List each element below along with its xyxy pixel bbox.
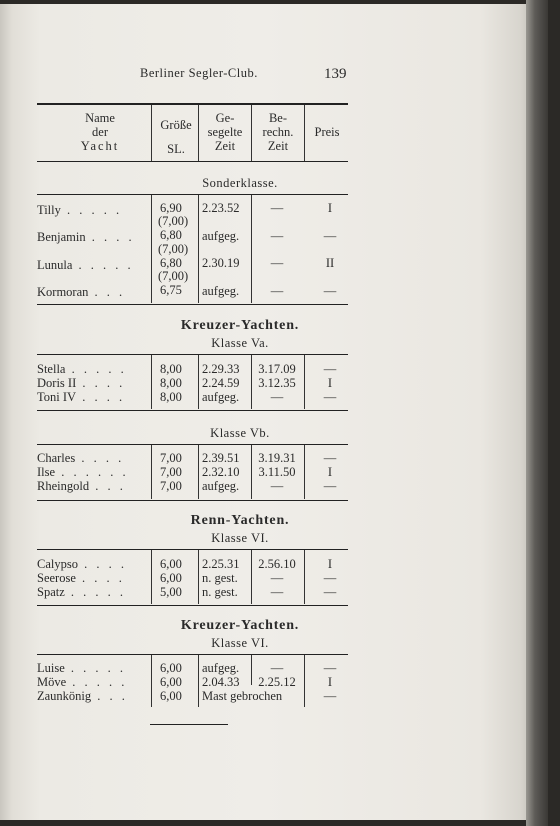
prize: — [323, 585, 337, 599]
prize: I [327, 376, 333, 390]
prize: I [327, 465, 333, 479]
divider [251, 355, 252, 409]
sailed-time: 2.32.10 [202, 465, 240, 479]
page-number: 139 [324, 66, 347, 82]
prize: — [323, 479, 337, 493]
sailed-time: Mast gebrochen [202, 689, 283, 703]
yacht-name: Doris II . . . . [37, 376, 126, 390]
col-header-name: Name der Yacht [80, 111, 120, 153]
yacht-size: 6,00 [160, 557, 182, 571]
divider [151, 550, 152, 604]
end-rule [150, 724, 228, 725]
divider [198, 655, 199, 707]
prize: — [323, 451, 337, 465]
header-rule [37, 161, 348, 162]
section-rule [37, 605, 348, 606]
calc-time: 2.25.12 [258, 675, 296, 689]
yacht-size: 6,90 [160, 201, 182, 215]
prize: — [323, 362, 337, 376]
divider [198, 445, 199, 499]
yacht-name: Kormoran . . . [37, 285, 126, 299]
class-label: Sonderklasse. [202, 176, 278, 190]
divider [251, 550, 252, 604]
divider [251, 195, 252, 303]
yacht-size: 6,00 [160, 571, 182, 585]
top-rule [37, 103, 348, 105]
yacht-name: Seerose . . . . [37, 571, 125, 585]
sailed-time: 2.29.33 [202, 362, 240, 376]
sailed-time: aufgeg. [202, 229, 240, 243]
yacht-size: 7,00 [160, 479, 182, 493]
col-header-size: Größe SL. [160, 118, 192, 156]
col-header-prize: Preis [314, 125, 340, 139]
yacht-size: 8,00 [160, 362, 182, 376]
sailed-time: aufgeg. [202, 479, 240, 493]
running-header: Berliner Segler-Club. [140, 66, 258, 80]
yacht-size: 6,75 [160, 283, 182, 297]
prize: I [327, 675, 333, 689]
col-header-calc: Be- rechn. Zeit [262, 111, 294, 153]
prize: II [325, 256, 335, 270]
sailed-time: 2.25.31 [202, 557, 240, 571]
divider [251, 445, 252, 499]
divider [304, 355, 305, 409]
section-rule [37, 500, 348, 501]
divider [304, 655, 305, 707]
sailed-time: 2.39.51 [202, 451, 240, 465]
calc-time: 3.12.35 [258, 376, 296, 390]
section-rule [37, 549, 348, 550]
class-label: Klasse Vb. [210, 426, 270, 440]
yacht-name: Rheingold . . . [37, 479, 126, 493]
section-rule [37, 304, 348, 305]
yacht-name: Luise . . . . . [37, 661, 127, 675]
sailed-time: 2.24.59 [202, 376, 240, 390]
sailed-time: aufgeg. [202, 390, 240, 404]
prize: I [327, 557, 333, 571]
book-spine [526, 0, 548, 826]
section-heading: Kreuzer-Yachten. [180, 318, 300, 333]
sailed-time: aufgeg. [202, 661, 240, 675]
calc-time: — [270, 390, 284, 404]
section-rule [37, 194, 348, 195]
divider [304, 445, 305, 499]
yacht-name: Toni IV . . . . [37, 390, 126, 404]
class-label: Klasse VI. [211, 531, 269, 545]
divider [251, 655, 252, 685]
calc-time: — [270, 229, 284, 243]
yacht-size-alt: (7,00) [158, 242, 189, 256]
yacht-size: 6,80 [160, 228, 182, 242]
calc-time: — [270, 479, 284, 493]
prize: — [323, 284, 337, 298]
yacht-size: 6,00 [160, 675, 182, 689]
class-label: Klasse VI. [211, 636, 269, 650]
prize: — [323, 390, 337, 404]
divider [151, 195, 152, 303]
yacht-size: 6,00 [160, 661, 182, 675]
yacht-name: Ilse . . . . . . [37, 465, 129, 479]
divider [151, 655, 152, 707]
yacht-name: Spatz . . . . . [37, 585, 127, 599]
divider [198, 355, 199, 409]
yacht-name: Lunula . . . . . [37, 258, 134, 272]
yacht-size: 6,00 [160, 689, 182, 703]
divider [151, 445, 152, 499]
sailed-time: aufgeg. [202, 284, 240, 298]
section-heading: Kreuzer-Yachten. [180, 618, 300, 633]
divider [304, 550, 305, 604]
calc-time: — [270, 256, 284, 270]
calc-time: — [270, 585, 284, 599]
prize: — [323, 661, 337, 675]
divider [198, 550, 199, 604]
prize: I [327, 201, 333, 215]
calc-time: — [270, 571, 284, 585]
section-rule [37, 354, 348, 355]
yacht-name: Benjamin . . . . [37, 230, 135, 244]
sailed-time: 2.30.19 [202, 256, 240, 270]
calc-time: 2.56.10 [258, 557, 296, 571]
prize: — [323, 689, 337, 703]
yacht-name: Calypso . . . . [37, 557, 127, 571]
yacht-name: Zaunkönig . . . [37, 689, 128, 703]
section-rule [37, 444, 348, 445]
class-label: Klasse Va. [211, 336, 269, 350]
yacht-name: Charles . . . . [37, 451, 125, 465]
calc-time: — [270, 661, 284, 675]
prize: — [323, 571, 337, 585]
section-heading: Renn-Yachten. [190, 513, 290, 528]
section-rule [37, 410, 348, 411]
sailed-time: n. gest. [202, 585, 238, 599]
divider [151, 355, 152, 409]
divider [198, 195, 199, 303]
calc-time: — [270, 284, 284, 298]
sailed-time: 2.23.52 [202, 201, 240, 215]
yacht-size: 5,00 [160, 585, 182, 599]
yacht-size: 7,00 [160, 465, 182, 479]
yacht-size-alt: (7,00) [158, 269, 189, 283]
yacht-size: 8,00 [160, 390, 182, 404]
yacht-size: 7,00 [160, 451, 182, 465]
section-rule [37, 654, 348, 655]
yacht-name: Stella . . . . . [37, 362, 127, 376]
calc-time: 3.11.50 [258, 465, 296, 479]
yacht-name: Möve . . . . . [37, 675, 128, 689]
yacht-size: 6,80 [160, 256, 182, 270]
yacht-size-alt: (7,00) [158, 214, 189, 228]
calc-time: 3.17.09 [258, 362, 296, 376]
calc-time: — [270, 201, 284, 215]
sailed-time: n. gest. [202, 571, 238, 585]
sailed-time: 2.04.33 [202, 675, 240, 689]
divider [151, 105, 152, 161]
calc-time: 3.19.31 [258, 451, 296, 465]
prize: — [323, 229, 337, 243]
yacht-name: Tilly . . . . . [37, 203, 123, 217]
yacht-size: 8,00 [160, 376, 182, 390]
col-header-sailed: Ge- segelte Zeit [207, 111, 243, 153]
